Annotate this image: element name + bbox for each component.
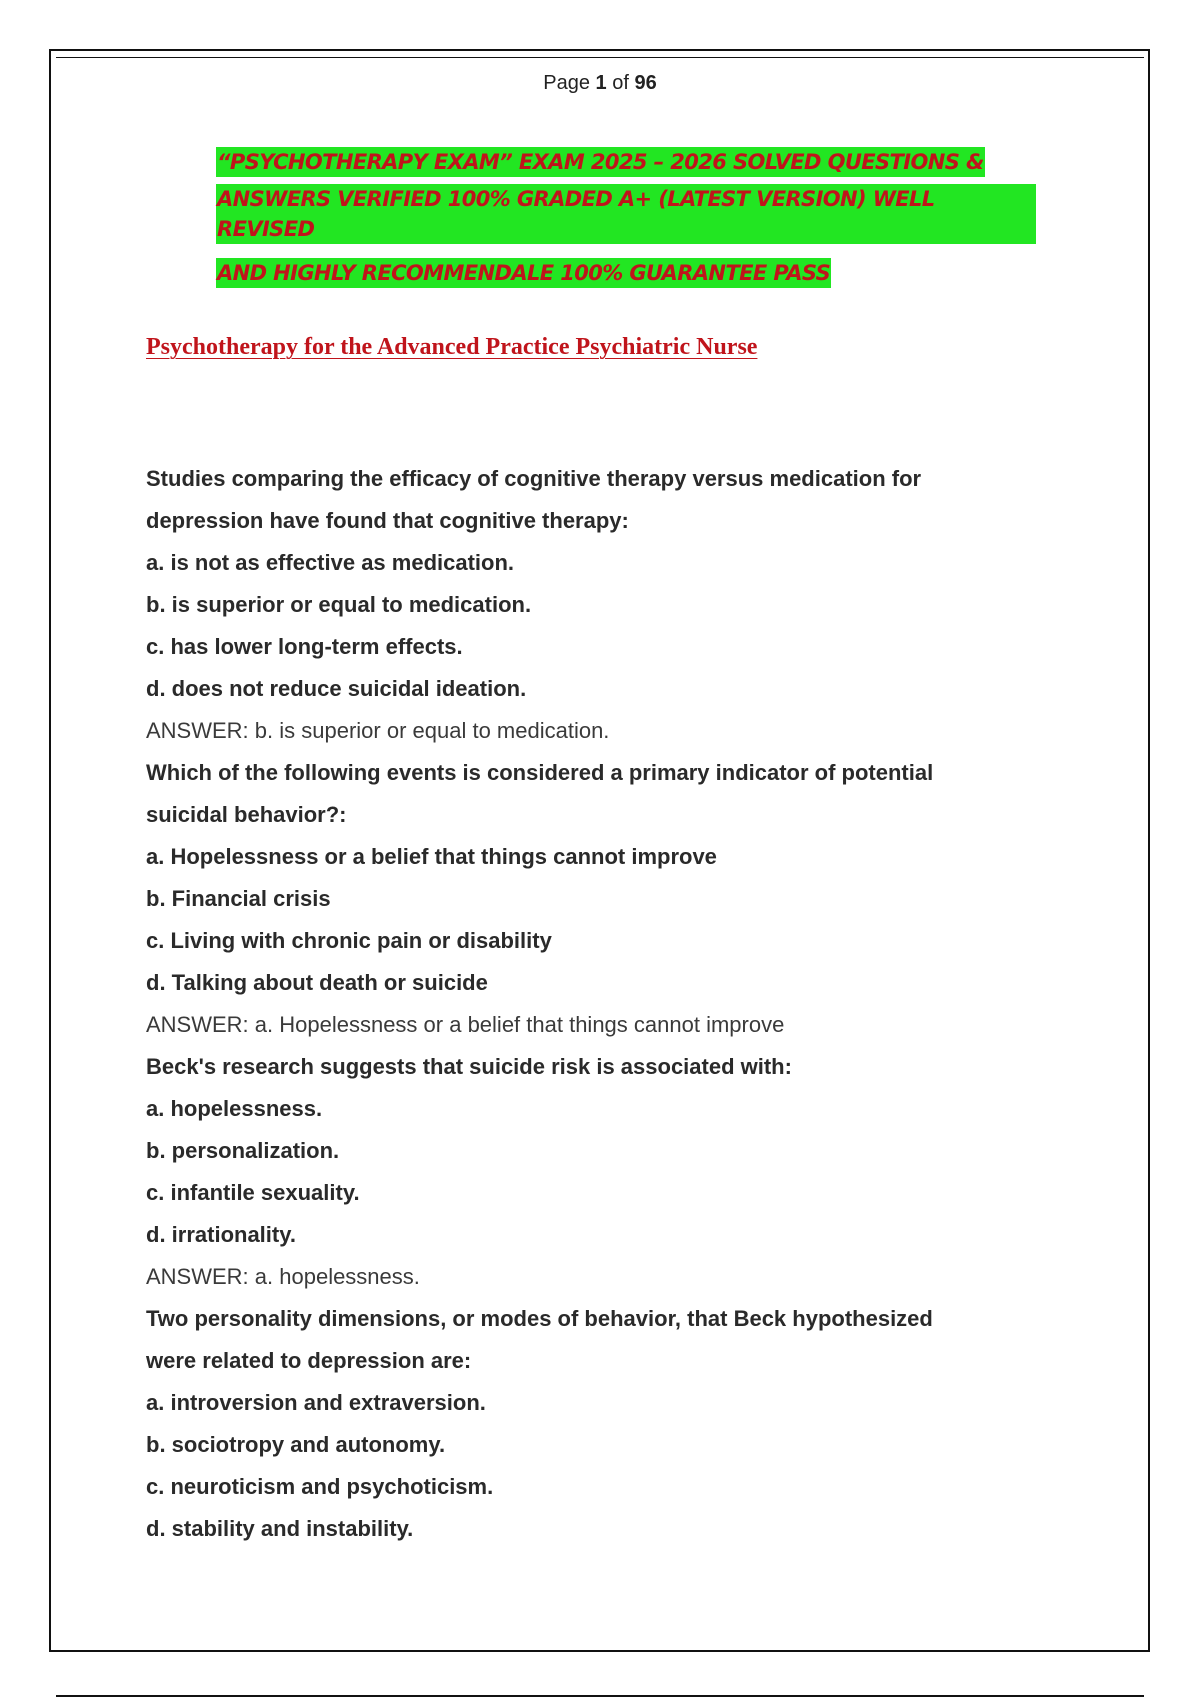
answer-option: d. stability and instability. [146, 1516, 414, 1541]
answer-option: a. Hopelessness or a belief that things cannot improve [146, 844, 717, 869]
answer-option: c. Living with chronic pain or disability [146, 928, 552, 953]
question-list [146, 458, 1046, 1550]
answer-option: d. Talking about death or suicide [146, 970, 488, 995]
subject-heading: Psychotherapy for the Advanced Practice Psychiatric Nurse [146, 334, 758, 360]
question-text: were related to depression are: [146, 1348, 472, 1373]
answer-option: c. neuroticism and psychoticism. [146, 1474, 494, 1499]
answer-option: c. infantile sexuality. [146, 1180, 360, 1205]
question-text: Beck's research suggests that suicide risk is associated with: [146, 1054, 792, 1079]
exam-title [216, 140, 1036, 295]
page-total: 96 [634, 72, 657, 94]
answer-option: a. is not as effective as medication. [146, 550, 515, 575]
question-text: Which of the following events is considered a primary indicator of potential [146, 760, 934, 785]
question-text: Two personality dimensions, or modes of behavior, that Beck hypothesized [146, 1306, 933, 1331]
page-prefix: Page [543, 72, 596, 94]
frame-top-rule [56, 57, 1144, 58]
answer-option: a. introversion and extraversion. [146, 1390, 486, 1415]
question-text: Studies comparing the efficacy of cognitive therapy versus medication for [146, 466, 922, 491]
page-of: of [606, 72, 635, 94]
page-number [0, 72, 1200, 95]
answer-option: b. personalization. [146, 1138, 340, 1163]
exam-title-line: AND HIGHLY RECOMMENDALE 100% GUARANTEE PASS [216, 258, 831, 288]
question-text: suicidal behavior?: [146, 802, 347, 827]
correct-answer: ANSWER: a. hopelessness. [146, 1264, 420, 1289]
question-text: depression have found that cognitive therapy: [146, 508, 629, 533]
next-page-top-rule [56, 1695, 1144, 1697]
answer-option: d. does not reduce suicidal ideation. [146, 676, 527, 701]
page-current: 1 [595, 72, 607, 94]
answer-option: b. Financial crisis [146, 886, 331, 911]
exam-title-line: “PSYCHOTHERAPY EXAM” EXAM 2025 – 2026 SOLVED QUESTIONS & [216, 147, 985, 177]
answer-option: c. has lower long-term effects. [146, 634, 463, 659]
answer-option: a. hopelessness. [146, 1096, 323, 1121]
answer-option: d. irrationality. [146, 1222, 296, 1247]
answer-option: b. sociotropy and autonomy. [146, 1432, 446, 1457]
correct-answer: ANSWER: b. is superior or equal to medication. [146, 718, 610, 743]
exam-title-line: ANSWERS VERIFIED 100% GRADED A+ (LATEST VERSION) WELL REVISED [216, 184, 1036, 244]
correct-answer: ANSWER: a. Hopelessness or a belief that things cannot improve [146, 1012, 785, 1037]
answer-option: b. is superior or equal to medication. [146, 592, 532, 617]
